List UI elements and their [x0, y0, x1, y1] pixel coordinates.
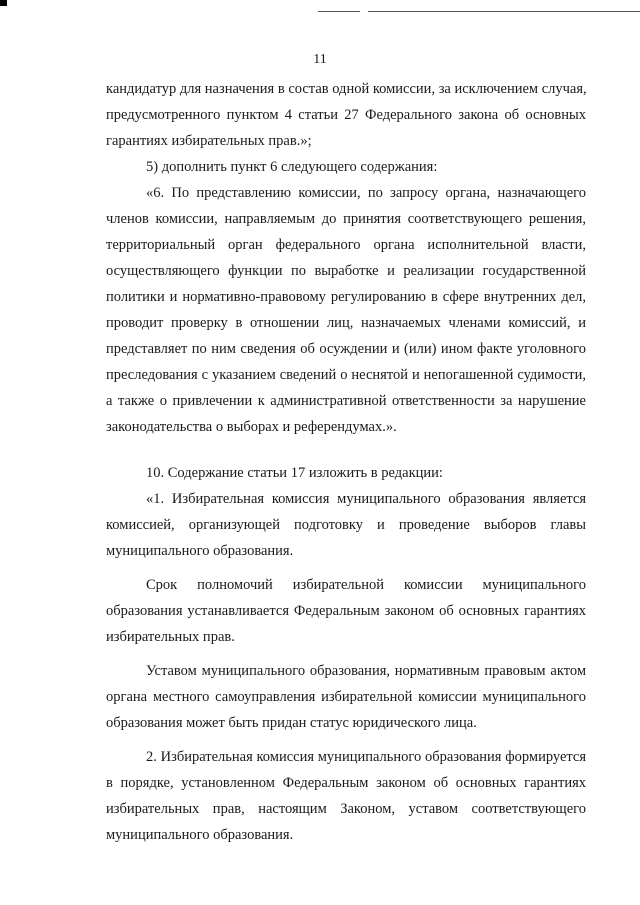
text-line: избирательных прав. — [106, 629, 235, 645]
text-line: осуществляющего функции по выработке и реализации государственной — [106, 263, 586, 279]
text-line: 5) дополнить пункт 6 следующего содержания: — [146, 159, 438, 175]
paragraph-gap — [106, 650, 586, 658]
scan-top-line-short — [318, 11, 360, 12]
paragraph-gap — [106, 736, 586, 744]
text-line: муниципального образования. — [106, 827, 294, 843]
paragraph-gap — [106, 440, 586, 460]
text-line: членов комиссии, направляемым до принятия соответствующего решения, — [106, 211, 586, 227]
text-line: предусмотренного пунктом 4 статьи 27 Федерального закона об основных — [106, 107, 586, 123]
text-line: территориальный орган федерального органа исполнительной власти, — [106, 237, 586, 253]
text-line: проводит проверку в отношении лиц, назначаемых членами комиссий, и — [106, 315, 586, 331]
text-line: преследования с указанием сведений о неснятой и непогашенной судимости, — [106, 367, 586, 383]
text-line: органа местного самоуправления избирательной комиссии муниципального — [106, 689, 586, 705]
text-line: в порядке, установленном Федеральным законом об основных гарантиях — [106, 775, 586, 791]
document-body — [106, 76, 586, 848]
text-line: избирательных прав, настоящим Законом, уставом соответствующего — [106, 801, 586, 817]
text-line: Срок полномочий избирательной комиссии муниципального — [146, 577, 586, 593]
text-line: муниципального образования. — [106, 543, 294, 559]
text-line: политики и нормативно-правовому регулированию в сфере внутренних дел, — [106, 289, 586, 305]
text-line: 10. Содержание статьи 17 изложить в редакции: — [146, 465, 443, 481]
text-line: комиссией, организующей подготовку и проведение выборов главы — [106, 517, 586, 533]
text-line: представляет по ним сведения об осуждении и (или) ином факте уголовного — [106, 341, 586, 357]
text-line: а также о привлечении к административной ответственности за нарушение — [106, 393, 586, 409]
text-line: Уставом муниципального образования, нормативным правовым актом — [146, 663, 586, 679]
text-line: «1. Избирательная комиссия муниципального образования является — [146, 491, 586, 507]
paragraph-gap — [106, 564, 586, 572]
text-line: «6. По представлению комиссии, по запросу органа, назначающего — [146, 185, 586, 201]
page-number: 11 — [313, 52, 327, 67]
text-line: кандидатур для назначения в состав одной комиссии, за исключением случая, — [106, 81, 587, 97]
text-line: образования устанавливается Федеральным законом об основных гарантиях — [106, 603, 586, 619]
text-line: образования может быть придан статус юридического лица. — [106, 715, 477, 731]
text-line: 2. Избирательная комиссия муниципального образования формируется — [146, 749, 586, 765]
text-line: гарантиях избирательных прав.»; — [106, 133, 312, 149]
scan-corner-mark — [0, 0, 7, 6]
scan-top-line-long — [368, 11, 640, 12]
text-line: законодательства о выборах и референдумах.». — [106, 419, 397, 435]
